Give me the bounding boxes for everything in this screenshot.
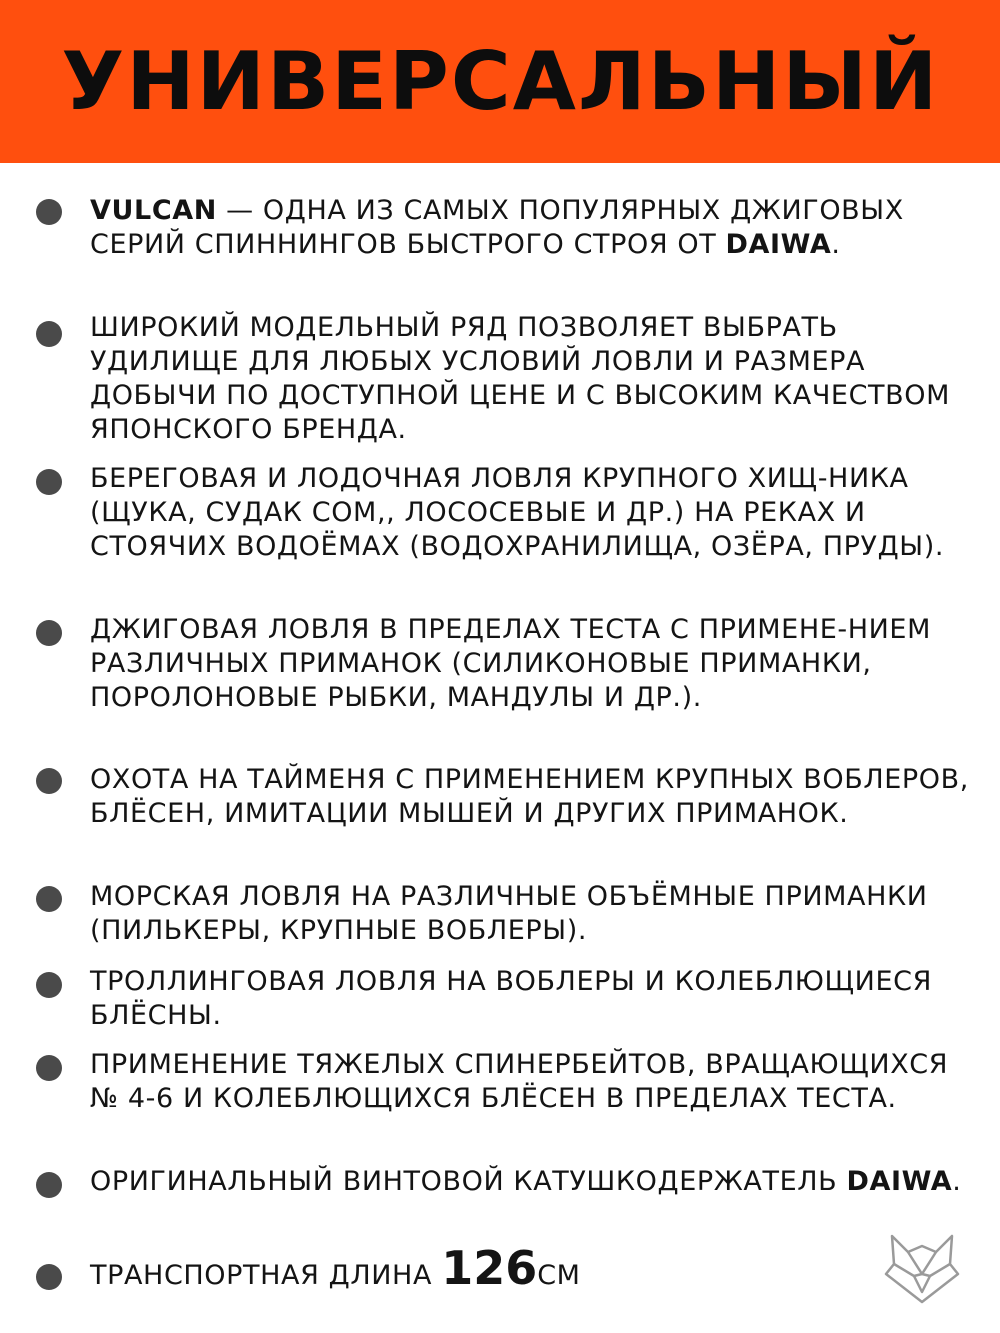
list-item-text: МОРСКАЯ ЛОВЛЯ НА РАЗЛИЧНЫЕ ОБЪЁМНЫЕ ПРИМАНКИ (ПИЛЬКЕРЫ, КРУПНЫЕ ВОБЛЕРЫ).: [90, 881, 928, 946]
fox-head-icon: [884, 1230, 960, 1306]
list-item-text: ДЖИГОВАЯ ЛОВЛЯ В ПРЕДЕЛАХ ТЕСТА С ПРИМЕНЕ-НИЕМ РАЗЛИЧНЫХ ПРИМАНОК (СИЛИКОНОВЫЕ ПРИМАНКИ, ПОРОЛОНОВЫЕ РЫБКИ, МАНДУЛЫ И ДР.).: [90, 614, 931, 713]
list-item-text: ШИРОКИЙ МОДЕЛЬНЫЙ РЯД ПОЗВОЛЯЕТ ВЫБРАТЬ УДИЛИЩЕ ДЛЯ ЛЮБЫХ УСЛОВИЙ ЛОВЛИ И РАЗМЕРА ДОБЫЧИ ПО ДОСТУПНОЙ ЦЕНЕ И С ВЫСОКИМ КАЧЕСТВОМ ЯПОНСКОГО БРЕНДА.: [90, 312, 950, 445]
brand-name: DAIWA: [846, 1166, 953, 1197]
length-value: 126: [441, 1241, 538, 1295]
list-item-text: ТРОЛЛИНГОВАЯ ЛОВЛЯ НА ВОБЛЕРЫ И КОЛЕБЛЮЩИЕСЯ БЛЁСНЫ.: [90, 966, 932, 1031]
bullet-icon: [36, 469, 62, 495]
bullet-icon: [36, 1055, 62, 1081]
bullet-icon: [36, 620, 62, 646]
bullet-icon: [36, 199, 62, 225]
page-title: УНИВЕРСАЛЬНЫЙ: [61, 35, 939, 128]
list-item-text: ОХОТА НА ТАЙМЕНЯ С ПРИМЕНЕНИЕМ КРУПНЫХ ВОБЛЕРОВ, БЛЁСЕН, ИМИТАЦИИ МЫШЕЙ И ДРУГИХ ПРИМАНОК.: [90, 764, 969, 829]
list-item-text: БЕРЕГОВАЯ И ЛОДОЧНАЯ ЛОВЛЯ КРУПНОГО ХИЩ-НИКА (ЩУКА, СУДАК СОМ,, ЛОСОСЕВЫЕ И ДР.) НА РЕКАХ И СТОЯЧИХ ВОДОЁМАХ (ВОДОХРАНИЛИЩА, ОЗЁРА, ПРУДЫ).: [90, 463, 945, 562]
length-unit: СМ: [537, 1260, 581, 1291]
list-item-text: VULCAN — ОДНА ИЗ САМЫХ ПОПУЛЯРНЫХ ДЖИГОВЫХ СЕРИЙ СПИННИНГОВ БЫСТРОГО СТРОЯ ОТ DAIWA.: [90, 195, 904, 260]
bullet-icon: [36, 1264, 62, 1290]
list-item-text: ОРИГИНАЛЬНЫЙ ВИНТОВОЙ КАТУШКОДЕРЖАТЕЛЬ DAIWA.: [90, 1166, 962, 1197]
list-item-text: ПРИМЕНЕНИЕ ТЯЖЕЛЫХ СПИНЕРБЕЙТОВ, ВРАЩАЮЩИХСЯ № 4-6 И КОЛЕБЛЮЩИХСЯ БЛЁСЕН В ПРЕДЕЛАХ ТЕСТА.: [90, 1049, 949, 1114]
brand-name: VULCAN: [90, 195, 217, 226]
bullet-icon: [36, 886, 62, 912]
bullet-icon: [36, 972, 62, 998]
bullet-icon: [36, 768, 62, 794]
header-banner: [0, 0, 1000, 163]
bullet-icon: [36, 1172, 62, 1198]
list-item-text: ТРАНСПОРТНАЯ ДЛИНА 126СМ: [90, 1241, 581, 1295]
brand-name: DAIWA: [725, 229, 832, 260]
bullet-icon: [36, 321, 62, 347]
